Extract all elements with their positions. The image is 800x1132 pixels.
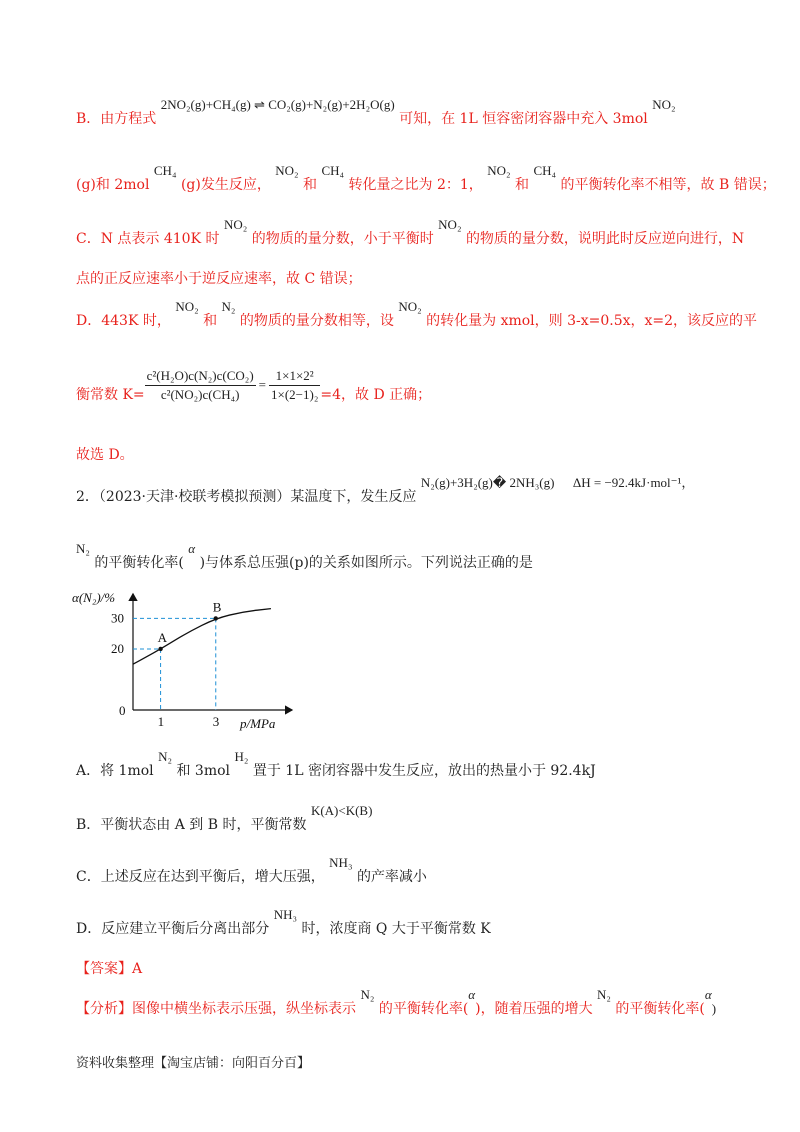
k-comparison: K(A)<K(B) — [310, 803, 373, 818]
text: A．将 1mol — [76, 763, 154, 779]
formula-ch4: CH₄ — [533, 163, 557, 178]
formula-no2: NO₂ — [487, 163, 511, 178]
option-c-line-1 — [76, 217, 745, 248]
x-axis-label: p/MPa — [240, 716, 276, 731]
option-b — [76, 803, 373, 834]
formula-no2: NO₂ — [175, 299, 199, 314]
formula-n2: N₂ — [360, 987, 375, 1002]
option-b-prefix: B．由方程式 — [76, 111, 157, 127]
k-numerator: c²(H₂O)c(N₂)c(CO₂) — [145, 368, 256, 386]
option-d-line-1 — [76, 299, 758, 330]
point-B — [214, 616, 218, 620]
alpha-symbol: α — [704, 987, 712, 1002]
text: 的物质的量分数，小于平衡时 — [251, 231, 434, 247]
option-b-line-2 — [76, 163, 776, 194]
k-expression-line — [76, 366, 431, 404]
k-label: 衡常数 K= — [76, 387, 145, 403]
answer-value: A — [132, 961, 143, 977]
formula-no2: NO₂ — [275, 163, 299, 178]
k-value-fraction — [269, 368, 320, 403]
footer-text: 资料收集整理【淘宝店铺：向阳百分百】 — [76, 1056, 311, 1071]
formula-no2: NO₂ — [438, 217, 462, 232]
equals-sign: = — [258, 377, 266, 392]
text: 的转化量为 xmol，则 3-x=0.5x，x=2，该反应的平 — [426, 313, 758, 329]
formula-ch4: CH₄ — [321, 163, 345, 178]
y-axis-label: α(N₂)/% — [72, 590, 116, 605]
series-curve — [133, 609, 271, 665]
formula-n2: N₂ — [158, 749, 173, 764]
text: 和 — [303, 177, 318, 193]
analysis-line — [76, 987, 717, 1018]
option-c — [76, 855, 427, 886]
analysis-tag: 【分析】 — [76, 1001, 132, 1017]
text: (g)和 2mol — [76, 177, 150, 193]
text: 点的正反应速率小于逆反应速率，故 C 错误； — [76, 271, 362, 287]
text: D．反应建立平衡后分离出部分 — [76, 921, 270, 937]
text: 的平衡转化率( — [378, 1001, 469, 1017]
k-fraction — [145, 368, 256, 403]
point-label-B: B — [212, 599, 222, 615]
origin-label: 0 — [119, 703, 126, 718]
text: 和 — [515, 177, 530, 193]
equation-ammonia: N₂(g)+3H₂(g)� 2NH₃(g) — [420, 475, 555, 490]
text: 的平衡转化率( — [615, 1001, 705, 1017]
text: 时，浓度商 Q 大于平衡常数 K — [301, 921, 491, 937]
text: 和 3mol — [176, 763, 231, 779]
choose-d — [76, 444, 134, 464]
text: D．443K 时， — [76, 313, 171, 329]
answer-line — [76, 958, 142, 978]
formula-nh3: NH₃ — [273, 907, 297, 922]
alpha-symbol: α — [188, 541, 196, 556]
formula-no2: NO₂ — [398, 299, 422, 314]
k-denominator: c²(NO₂)c(CH₄) — [160, 386, 240, 402]
text: 的物质的量分数相等，设 — [239, 313, 394, 329]
text: 的物质的量分数，说明此时反应逆向进行，N — [465, 231, 745, 247]
question-2-line-2 — [76, 541, 533, 572]
answer-tag: 【答案】 — [76, 961, 132, 977]
text: 转化量之比为 2：1， — [348, 177, 483, 193]
equation-no2-ch4: 2NO₂(g)+CH₄(g) ⇌ CO₂(g)+N₂(g)+2H₂O(g) — [160, 97, 395, 112]
text: 的平衡转化率不相等，故 B 错误； — [560, 177, 776, 193]
text: 的产率减小 — [356, 869, 427, 885]
formula-n2: N₂ — [221, 299, 236, 314]
text: 故选 D。 — [76, 447, 134, 463]
point-label-A: A — [157, 629, 167, 645]
formula-n2: N₂ — [76, 541, 90, 556]
k-value-numerator: 1×1×2² — [269, 368, 320, 386]
formula-no2: NO₂ — [223, 217, 248, 232]
question-2-intro: 2．（2023·天津·校联考模拟预测）某温度下，发生反应 — [76, 489, 417, 505]
close-paren: ) — [711, 1001, 717, 1016]
formula-nh3: NH₃ — [329, 855, 353, 870]
x-tick-label: 1 — [157, 714, 165, 729]
text: 和 — [203, 313, 218, 329]
text: )，随着压强的增大 — [475, 1001, 593, 1017]
formula-h2: H₂ — [234, 749, 249, 764]
alpha-symbol: α — [468, 987, 476, 1002]
y-tick-label: 30 — [111, 610, 124, 626]
conversion-pressure-chart — [70, 582, 310, 732]
text: 的平衡转化率( — [94, 555, 184, 571]
formula-ch4: CH₄ — [153, 163, 177, 178]
k-tail: =4，故 D 正确； — [320, 387, 432, 403]
y-tick-label: 20 — [111, 640, 124, 656]
text: C．N 点表示 410K 时 — [76, 231, 220, 247]
k-value-denominator: 1×(2−1)₂ — [271, 386, 319, 402]
enthalpy-value: ΔH = −92.4kJ·mol⁻¹， — [572, 475, 695, 490]
formula-n2: N₂ — [597, 987, 611, 1002]
text: )与体系总压强(p)的关系如图所示。下列说法正确的是 — [199, 555, 533, 571]
x-tick-label: 3 — [212, 714, 220, 729]
point-A — [158, 647, 162, 651]
option-b-mid: 可知，在 1L 恒容密闭容器中充入 3mol — [399, 111, 648, 127]
option-a — [76, 749, 596, 780]
text: 置于 1L 密闭容器中发生反应，放出的热量小于 92.4kJ — [252, 763, 596, 779]
option-b-line-1 — [76, 97, 676, 128]
text: C．上述反应在达到平衡后，增大压强， — [76, 869, 325, 885]
text: B．平衡状态由 A 到 B 时，平衡常数 — [76, 817, 307, 833]
formula-no2: NO₂ — [652, 97, 676, 112]
option-d — [76, 907, 491, 938]
question-2-line-1 — [76, 475, 695, 506]
text: (g)发生反应， — [180, 177, 271, 193]
option-c-line-2 — [76, 268, 362, 288]
text: 图像中横坐标表示压强，纵坐标表示 — [132, 1001, 356, 1017]
